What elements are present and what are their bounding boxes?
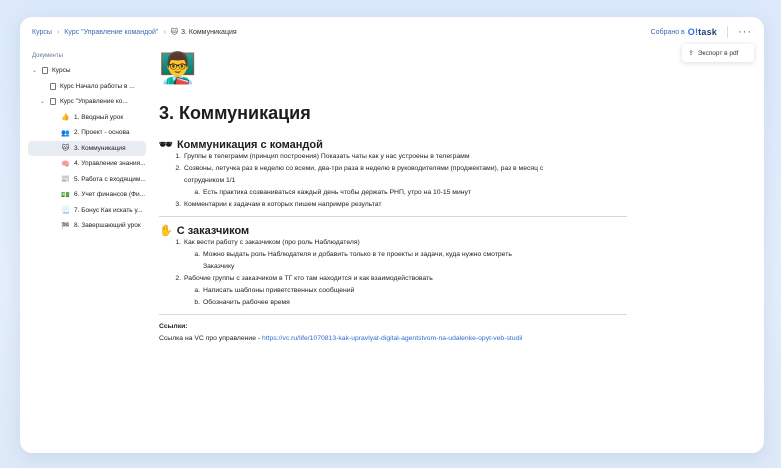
- sidebar-item-label: 2. Проект - основа: [74, 129, 130, 137]
- section-heading-label: Коммуникация с командой: [176, 138, 323, 151]
- links-heading: Ссылки:: [159, 323, 188, 330]
- divider: [727, 26, 728, 38]
- list-item: 1. Группы в телеграмм (принцип построения) Показать чаты как у нас устроены в телеграмм: [175, 153, 470, 160]
- sidebar-item-lesson-7[interactable]: [28, 203, 146, 219]
- sidebar-item-label: 6. Учет финансов (Фи...: [74, 191, 146, 199]
- sidebar-item-label: 8. Завершающий урок: [74, 222, 141, 230]
- document-content: [159, 51, 629, 342]
- list-item: 2. Созвоны, летучка раз в неделю со всеми, два-три раза в неделю в руководителями (проджектами), раз в месяц с: [175, 165, 544, 172]
- list-item-continuation: Заказчику: [203, 263, 235, 270]
- sidebar-item-courses[interactable]: [28, 63, 146, 79]
- sidebar-item-lesson-3[interactable]: [28, 141, 146, 157]
- list-team: [159, 151, 629, 211]
- export-icon: ⇪: [688, 50, 694, 57]
- section-heading-team: [159, 138, 629, 151]
- vc-article-link[interactable]: https://vc.ru/life/1070813-kak-upravlyat-digital-agentstvom-na-udalenke-opyt-veb-studii: [262, 335, 523, 342]
- list-item-continuation: сотрудником 1/1: [184, 177, 236, 184]
- sidebar-item-label: 7. Бонус Как искать у...: [74, 206, 143, 214]
- sidebar-item-lesson-6[interactable]: [28, 187, 146, 203]
- link-prefix: Ссылка на VC про управление -: [159, 335, 263, 342]
- list-client: [159, 237, 629, 309]
- made-in-label: Собрано в: [650, 28, 685, 36]
- list-item: a. Можно выдать роль Наблюдателя и добавить только в те проекты и задачи, куда нужно смотреть: [194, 251, 512, 258]
- sidebar-item-label: 1. Вводный урок: [74, 113, 124, 121]
- app-window: [20, 17, 764, 453]
- teacher-icon: 👨‍🏫: [159, 52, 197, 85]
- people-icon: 👥: [61, 129, 70, 137]
- document-icon: [50, 83, 56, 90]
- money-icon: 💵: [61, 191, 70, 199]
- breadcrumb-separator: ›: [163, 28, 166, 36]
- breadcrumb-current-label: 3. Коммуникация: [181, 28, 237, 36]
- export-pdf-menu-item[interactable]: [682, 44, 754, 62]
- export-pdf-label: Экспорт в pdf: [697, 49, 739, 57]
- sidebar-item-course-start[interactable]: [28, 79, 146, 95]
- brand-logo: O!task: [687, 27, 717, 37]
- chevron-down-icon[interactable]: ⌄: [40, 99, 46, 106]
- thumbs-up-icon: 👍: [61, 114, 70, 122]
- more-icon[interactable]: ···: [738, 26, 752, 38]
- links-row: [159, 335, 629, 342]
- sidebar-item-lesson-8[interactable]: [28, 218, 146, 234]
- divider: [159, 314, 627, 315]
- newspaper-icon: 📰: [61, 176, 70, 184]
- sidebar-item-lesson-1[interactable]: [28, 110, 146, 126]
- breadcrumb-separator: ›: [56, 28, 60, 36]
- sidebar-item-course-team[interactable]: [28, 94, 146, 110]
- cat-icon: 🐱: [61, 145, 70, 153]
- breadcrumb-root[interactable]: Курсы: [32, 28, 52, 36]
- list-item: b. Обозначить рабочее время: [194, 299, 290, 306]
- hand-icon: ✋: [159, 225, 173, 237]
- sidebar-item-lesson-5[interactable]: [28, 172, 146, 188]
- sidebar-item-label: Курсы: [52, 67, 71, 75]
- sidebar-item-label: Курс Начало работы в ...: [60, 82, 135, 90]
- list-item: a. Есть практика созваниваться каждый день чтобы держать РНП, утро на 10-15 минут: [194, 189, 472, 196]
- flag-icon: 🏁: [61, 222, 70, 230]
- cat-icon: 🐱: [170, 29, 179, 36]
- sidebar-item-label: 4. Управление знания...: [74, 160, 146, 168]
- list-item: a. Написать шаблоны приветственных сообщений: [194, 287, 355, 294]
- sidebar-item-label: 3. Коммуникация: [74, 144, 126, 152]
- page-title: 3. Коммуникация: [159, 103, 311, 123]
- breadcrumb-course[interactable]: Курс "Управление командой": [64, 28, 159, 36]
- chevron-down-icon[interactable]: ⌄: [32, 68, 38, 75]
- breadcrumb: [32, 28, 237, 36]
- section-heading-label: С заказчиком: [176, 224, 250, 237]
- sunglasses-icon: 🕶: [159, 139, 173, 151]
- breadcrumb-current: [171, 28, 237, 36]
- section-heading-client: [159, 224, 629, 237]
- sidebar-item-lesson-4[interactable]: [28, 156, 146, 172]
- sidebar-item-lesson-2[interactable]: [28, 125, 146, 141]
- document-icon: [42, 67, 48, 74]
- sidebar-item-label: 5. Работа с входящим...: [74, 175, 146, 183]
- brain-icon: 🧠: [61, 160, 70, 168]
- sidebar: [28, 51, 146, 234]
- sidebar-section-title: Документы: [32, 53, 63, 59]
- document-icon: [50, 98, 56, 105]
- sidebar-item-label: Курс "Управление ко...: [60, 98, 128, 106]
- top-bar: [20, 17, 764, 47]
- list-item: 2. Рабочие группы с заказчиком в ТГ кто там находится и как взаимодействовать: [175, 275, 433, 282]
- list-item: 1. Как вести работу с заказчиком (про роль Наблюдателя): [175, 239, 360, 246]
- made-in-link[interactable]: [651, 27, 717, 37]
- list-item: 3. Комментарии к задачам в которых пишем напримре результат: [175, 201, 382, 208]
- divider: [159, 216, 627, 217]
- page-icon: 📃: [61, 207, 70, 215]
